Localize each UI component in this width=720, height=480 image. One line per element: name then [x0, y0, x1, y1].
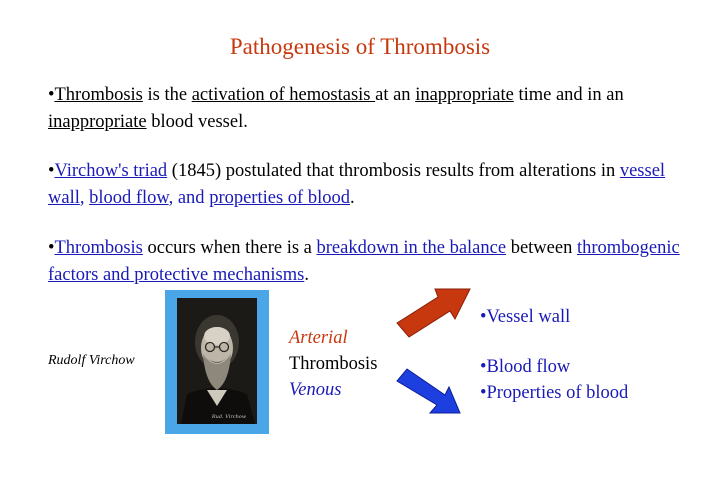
link-virchows-triad[interactable]: Virchow's triad [54, 161, 168, 181]
text: (1845) postulated that thrombosis results from alterations in [167, 161, 620, 181]
term-thrombosis: Thrombosis [54, 85, 143, 105]
text: between [506, 238, 577, 258]
label-thrombosis: Thrombosis [289, 354, 378, 374]
term-inappropriate: inappropriate [415, 85, 514, 105]
portrait-rudolf-virchow [177, 298, 257, 424]
text: at an [375, 85, 416, 105]
text: blood vessel. [146, 112, 248, 132]
portrait-drawing [177, 298, 257, 424]
paragraph-balance [48, 235, 688, 289]
text: time and in an [513, 85, 624, 105]
link-vessel-wall[interactable]: vessel wall [48, 161, 666, 208]
portrait-frame [165, 290, 269, 434]
photo-caption: Rudolf Virchow [48, 353, 135, 368]
arrow-up-icon [397, 289, 470, 337]
term-activation-hemostasis: activation of hemostasis [191, 85, 376, 105]
text: is the [142, 85, 192, 105]
arrows-graphic [395, 285, 485, 420]
link-thrombogenic-factors[interactable]: thrombogenic factors and protective mechanisms [48, 238, 680, 285]
link-breakdown-balance[interactable]: breakdown in the balance [316, 238, 507, 258]
text: occurs when there is a [142, 238, 317, 258]
slide-title: Pathogenesis of Thrombosis [229, 34, 491, 59]
bullet: • [48, 85, 55, 105]
arrow-down-icon [397, 369, 460, 413]
paragraph-virchows-triad [48, 158, 688, 212]
label-venous: Venous [289, 380, 342, 400]
bullet: • [48, 238, 55, 258]
text: . [349, 188, 355, 208]
list-item-blood-flow: •Blood flow [480, 357, 571, 377]
text: . [304, 265, 309, 285]
bullet: • [48, 161, 55, 181]
text: , [79, 188, 90, 208]
signature: Rud. Virchow [211, 414, 247, 420]
list-item-properties-of-blood: •Properties of blood [480, 383, 629, 403]
link-thrombosis[interactable]: Thrombosis [54, 238, 143, 258]
list-item-vessel-wall: •Vessel wall [480, 307, 571, 327]
label-arterial: Arterial [289, 328, 348, 348]
text: , and [168, 188, 210, 208]
link-properties-of-blood[interactable]: properties of blood [209, 188, 350, 208]
link-blood-flow[interactable]: blood flow [89, 188, 169, 208]
paragraph-thrombosis-definition [48, 82, 688, 136]
term-inappropriate: inappropriate [48, 112, 147, 132]
